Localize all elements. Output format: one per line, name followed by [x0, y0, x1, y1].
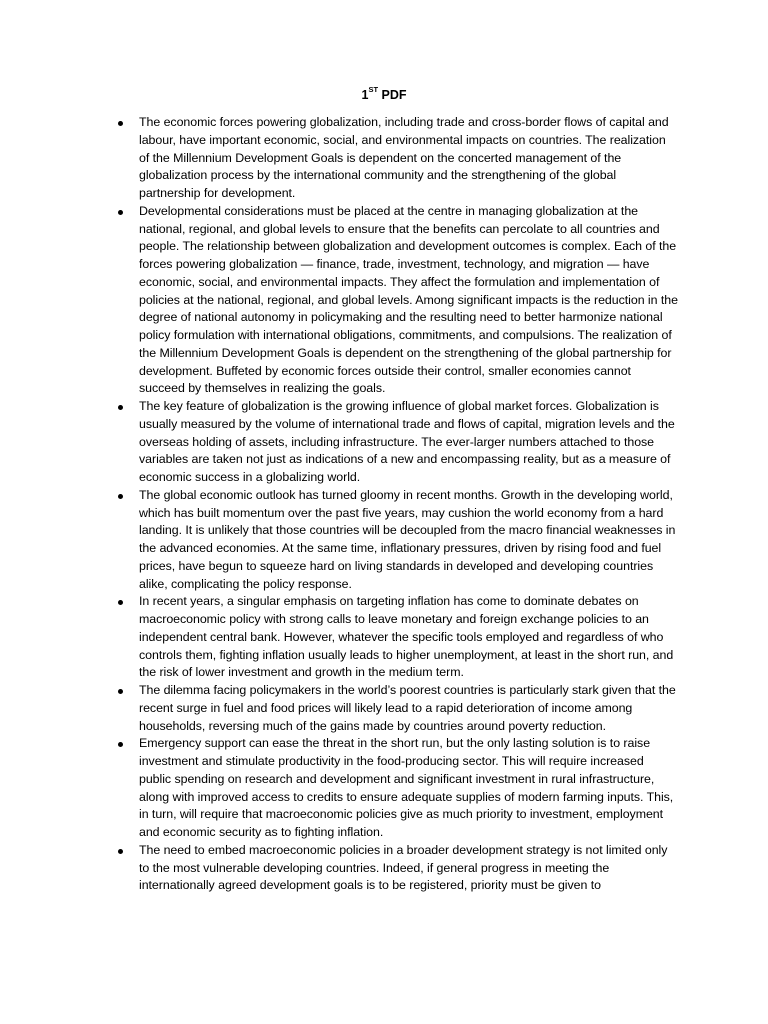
bullet-text: In recent years, a singular emphasis on targeting inflation has come to dominate debates on macroeconomic policy with strong calls to leave monetary and foreign exchange policies to an independent central bank. However, whatever the specific tools employed and regardless of who controls them, fighting inflation usually leads to higher unemployment, at least in the short run, and the risk of lower investment and growth in the medium term. [139, 594, 674, 680]
bullet-list [139, 114, 679, 895]
bullet-text: Emergency support can ease the threat in the short run, but the only lasting solution is to raise investment and stimulate productivity in the food-producing sector. This will require increased public spending on research and development and significant investment in rural infrastructure, along with improved access to credits to ensure adequate supplies of modern farming inputs. This, in turn, will require that macroeconomic policies give as much priority to investment, employment and economic security as to fighting inflation. [139, 736, 674, 839]
title-number: 1 [361, 88, 369, 102]
bullet-item-economic-outlook [139, 487, 679, 594]
bullet-text: The economic forces powering globalization, including trade and cross-border flows of capital and labour, have important economic, social, and environmental impacts on countries. The realization of the Millennium Development Goals is dependent on the concerted management of the globalization process by the international community and the strengthening of the global partnership for development. [139, 115, 669, 200]
bullet-dot-icon [118, 121, 123, 126]
bullet-item-key-feature [139, 398, 679, 487]
bullet-dot-icon [118, 210, 123, 215]
bullet-dot-icon [118, 849, 123, 854]
bullet-dot-icon [118, 494, 123, 499]
bullet-item-emergency-support [139, 735, 679, 842]
bullet-item-policymaker-dilemma [139, 682, 679, 735]
bullet-text: The dilemma facing policymakers in the world’s poorest countries is particularly stark given that the recent surge in fuel and food prices will likely lead to a rapid deterioration of income among households, reversing much of the gains made by countries around poverty reduction. [139, 683, 676, 733]
bullet-text: The global economic outlook has turned gloomy in recent months. Growth in the developing world, which has built momentum over the past five years, may cushion the world economy from a hard landing. It is unlikely that those countries will be decoupled from the macro financial weaknesses in the advanced economies. At the same time, inflationary pressures, driven by rising food and fuel prices, have begun to squeeze hard on living standards in developed and developing countries alike, complicating the policy response. [139, 487, 676, 591]
bullet-dot-icon [118, 405, 123, 410]
bullet-item-embed-macroeconomic-policies [139, 842, 679, 895]
bullet-text: The need to embed macroeconomic policies in a broader development strategy is not limited only to the most vulnerable developing countries. Indeed, if general progress in meeting the internationally agreed development goals is to be registered, priority must be given to [139, 842, 668, 893]
bullet-text: Developmental considerations must be placed at the centre in managing globalization at the national, regional, and global levels to ensure that the benefits can percolate to all countries and people. The relationship between globalization and development outcomes is complex. Each of the forces powering globalization — finance, trade, investment, technology, and migration — have economic, social, and environmental impacts. They affect the formulation and implementation of policies at the national, regional, and global levels. Among significant impacts is the reduction in the degree of national autonomy in policymaking and the resulting need to better harmonize national policy formulation with international obligations, commitments, and compulsions. The realization of the Millennium Development Goals is dependent on the strengthening of the global partnership for development. Buffeted by economic forces outside their control, smaller economies cannot succeed by themselves in realizing the goals. [139, 203, 678, 396]
title-label: PDF [378, 88, 407, 102]
bullet-dot-icon [118, 600, 123, 605]
bullet-dot-icon [118, 689, 123, 694]
bullet-item-targeting-inflation [139, 593, 679, 682]
bullet-dot-icon [118, 742, 123, 747]
bullet-item-developmental-considerations [139, 203, 679, 398]
bullet-text: The key feature of globalization is the growing influence of global market forces. Globalization is usually measured by the volume of international trade and flows of capital, migration levels and the overseas holding of assets, including infrastructure. The ever-larger numbers attached to those variables are taken not just as indications of a new and encompassing reality, but as a measure of economic success in a globalizing world. [139, 399, 675, 484]
bullet-item-globalization-forces [139, 114, 679, 203]
page-title [0, 86, 768, 104]
title-superscript: ST [368, 85, 379, 94]
